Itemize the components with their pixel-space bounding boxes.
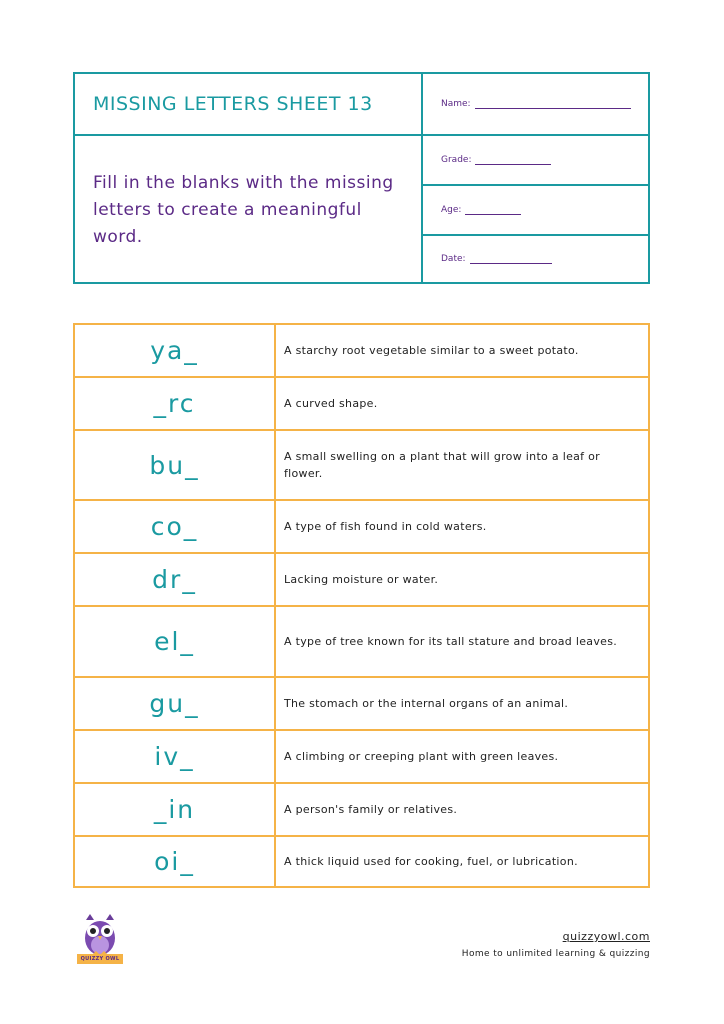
- grade-field[interactable]: [423, 136, 648, 186]
- word-cell[interactable]: ya_: [75, 325, 276, 376]
- table-row: [75, 678, 648, 731]
- table-row: [75, 325, 648, 378]
- word-cell[interactable]: dr_: [75, 554, 276, 605]
- word-cell[interactable]: oi_: [75, 837, 276, 886]
- table-row: [75, 431, 648, 501]
- word-cell[interactable]: iv_: [75, 731, 276, 782]
- quizzyowl-logo: [77, 914, 123, 964]
- logo-text: QUIZZY OWL: [77, 954, 123, 964]
- owl-icon: [77, 914, 123, 956]
- clue-cell: A type of tree known for its tall stature and broad leaves.: [284, 635, 618, 648]
- instructions-text: Fill in the blanks with the missing letters to create a meaningful word.: [93, 173, 394, 247]
- grade-label: Grade:: [441, 155, 472, 165]
- clue-cell: A person's family or relatives.: [284, 803, 458, 816]
- date-label: Date:: [441, 254, 466, 264]
- age-blank-line[interactable]: [465, 206, 521, 215]
- word-cell[interactable]: _in: [75, 784, 276, 835]
- clue-cell: A curved shape.: [284, 397, 378, 410]
- title-cell: [75, 74, 421, 136]
- clue-cell: A thick liquid used for cooking, fuel, or lubrication.: [284, 855, 578, 868]
- table-row: [75, 501, 648, 554]
- clue-cell: A type of fish found in cold waters.: [284, 520, 487, 533]
- table-row: [75, 837, 648, 886]
- student-info-panel: [423, 74, 648, 282]
- date-blank-line[interactable]: [470, 255, 552, 264]
- age-label: Age:: [441, 205, 462, 215]
- table-row: [75, 731, 648, 784]
- word-cell[interactable]: bu_: [75, 431, 276, 499]
- table-row: [75, 554, 648, 607]
- word-cell[interactable]: co_: [75, 501, 276, 552]
- clue-cell: A small swelling on a plant that will grow into a leaf or flower.: [284, 450, 601, 480]
- worksheet-header: [73, 72, 650, 284]
- table-row: [75, 378, 648, 431]
- missing-letters-table: [73, 323, 650, 888]
- word-cell[interactable]: _rc: [75, 378, 276, 429]
- header-left-panel: [75, 74, 423, 282]
- age-field[interactable]: [423, 186, 648, 236]
- table-row: [75, 607, 648, 678]
- clue-cell: Lacking moisture or water.: [284, 573, 439, 586]
- date-field[interactable]: [423, 236, 648, 282]
- clue-cell: A starchy root vegetable similar to a sweet potato.: [284, 344, 579, 357]
- grade-blank-line[interactable]: [475, 156, 551, 165]
- word-cell[interactable]: gu_: [75, 678, 276, 729]
- table-row: [75, 784, 648, 837]
- name-blank-line[interactable]: [475, 100, 631, 109]
- clue-cell: A climbing or creeping plant with green leaves.: [284, 750, 559, 763]
- site-link[interactable]: quizzyowl.com: [562, 930, 650, 943]
- clue-cell: The stomach or the internal organs of an animal.: [284, 697, 569, 710]
- worksheet-title: MISSING LETTERS SHEET 13: [93, 93, 373, 115]
- word-cell[interactable]: el_: [75, 607, 276, 676]
- name-label: Name:: [441, 99, 471, 109]
- site-tagline: Home to unlimited learning & quizzing: [461, 949, 650, 959]
- name-field[interactable]: [423, 74, 648, 136]
